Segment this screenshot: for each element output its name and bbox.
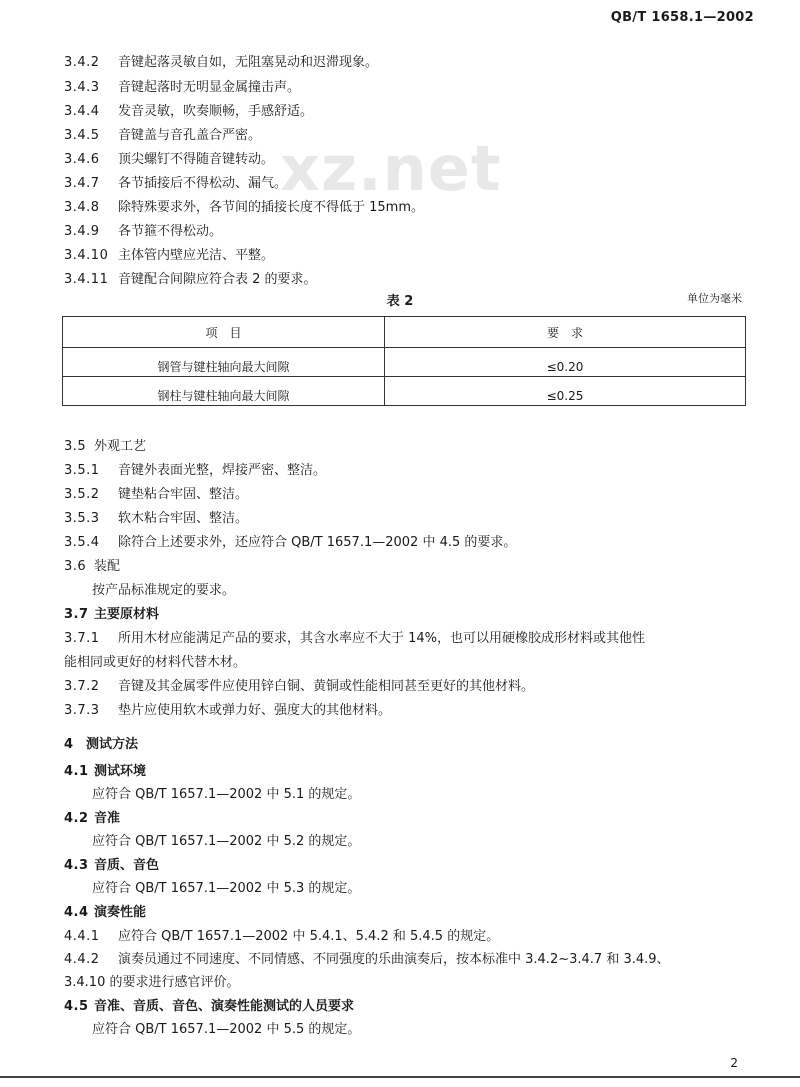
- section-4-4-heading: [64, 901, 146, 920]
- clause-3-4-3: [64, 76, 300, 95]
- clause-text: 各节插接后不得松动、漏气。: [118, 176, 288, 191]
- clause-number: 4.4.1: [64, 929, 100, 944]
- clause-text: 软木粘合牢固、整洁。: [118, 511, 249, 526]
- section-number: 4: [64, 737, 74, 752]
- table-title: 表 2: [386, 294, 414, 309]
- watermark: xz.net: [280, 132, 502, 205]
- clause-4-4-2-continuation: 3.4.10 的要求进行感官评价。: [64, 975, 240, 990]
- clause-number: 3.5.1: [64, 463, 100, 478]
- section-3-6-heading: [64, 555, 120, 574]
- section-title: 外观工艺: [94, 439, 147, 454]
- section-number: 3.5: [64, 439, 87, 454]
- clause-4-4-2: [64, 948, 670, 967]
- clause-number: 3.4.5: [64, 128, 100, 143]
- section-number: 3.7: [64, 607, 89, 622]
- table-header-row: [63, 317, 746, 348]
- section-title: 演奏性能: [94, 905, 147, 920]
- clause-number: 3.4.4: [64, 104, 100, 119]
- clause-text: 主体管内壁应光洁、平整。: [118, 248, 275, 263]
- column-header-requirement: 要 求: [385, 317, 746, 348]
- clause-text: 音键起落灵敏自如，无阻塞晃动和迟滞现象。: [118, 55, 379, 70]
- clause-text: 键垫粘合牢固、整洁。: [118, 487, 249, 502]
- section-4-1-heading: [64, 760, 146, 779]
- section-4-3-body: 应符合 QB/T 1657.1—2002 中 5.3 的规定。: [92, 881, 361, 896]
- section-number: 4.1: [64, 764, 89, 779]
- section-3-5-heading: [64, 435, 146, 454]
- clause-number: 3.4.7: [64, 176, 100, 191]
- clause-3-4-5: [64, 124, 261, 143]
- section-title: 测试方法: [86, 737, 139, 752]
- clause-text: 各节箍不得松动。: [118, 224, 223, 239]
- clause-text: 顶尖螺钉不得随音键转动。: [118, 152, 275, 167]
- clause-text: 演奏员通过不同速度、不同情感、不同强度的乐曲演奏后，按本标准中 3.4.2~3.4.7 和 3.4.9、: [118, 952, 670, 967]
- clause-3-4-2: [64, 51, 378, 70]
- clause-number: 3.4.2: [64, 55, 100, 70]
- table-row: [63, 377, 746, 406]
- clause-number: 4.4.2: [64, 952, 100, 967]
- clause-text: 音键配合间隙应符合表 2 的要求。: [118, 272, 317, 287]
- clause-text: 所用木材应能满足产品的要求，其含水率应不大于 14%，也可以用硬橡胶成形材料或其他性: [118, 631, 646, 646]
- section-4-3-heading: [64, 854, 159, 873]
- section-4-5-body: 应符合 QB/T 1657.1—2002 中 5.5 的规定。: [92, 1022, 361, 1037]
- clause-3-5-4: [64, 531, 516, 550]
- column-header-item: 项 目: [63, 317, 385, 348]
- section-number: 4.3: [64, 858, 89, 873]
- clause-number: 3.4.3: [64, 80, 100, 95]
- clause-3-4-4: [64, 100, 313, 119]
- table-cell-item: 钢管与键柱轴向最大间隙: [63, 348, 385, 377]
- clause-number: 3.5.4: [64, 535, 100, 550]
- table-unit: 单位为毫米: [687, 292, 742, 305]
- clause-3-4-9: [64, 220, 222, 239]
- section-title: 测试环境: [94, 764, 147, 779]
- clause-3-7-3: [64, 699, 391, 718]
- clause-text: 发音灵敏，吹奏顺畅，手感舒适。: [118, 104, 314, 119]
- clause-number: 3.7.2: [64, 679, 100, 694]
- section-4-5-heading: [64, 995, 354, 1014]
- bottom-rule: [0, 1076, 800, 1078]
- clause-3-4-10: [64, 244, 274, 263]
- table-cell-requirement: ≤0.25: [385, 377, 746, 406]
- clause-text: 垫片应使用软木或弹力好、强度大的其他材料。: [118, 703, 392, 718]
- clause-text: 除符合上述要求外，还应符合 QB/T 1657.1—2002 中 4.5 的要求。: [118, 535, 517, 550]
- clause-3-7-1: [64, 627, 645, 646]
- clause-3-4-7: [64, 172, 287, 191]
- clause-number: 3.4.9: [64, 224, 100, 239]
- chapter-4-heading: [64, 733, 138, 752]
- clause-number: 3.4.8: [64, 200, 100, 215]
- clause-text: 音键外表面光整，焊接严密、整洁。: [118, 463, 327, 478]
- clause-3-5-1: [64, 459, 326, 478]
- clause-4-4-1: [64, 925, 499, 944]
- section-title: 音质、音色: [94, 858, 160, 873]
- clause-3-5-3: [64, 507, 248, 526]
- clause-text: 除特殊要求外，各节间的插接长度不得低于 15mm。: [118, 200, 425, 215]
- page-number: 2: [730, 1056, 738, 1070]
- section-4-2-body: 应符合 QB/T 1657.1—2002 中 5.2 的规定。: [92, 834, 361, 849]
- section-number: 4.4: [64, 905, 89, 920]
- clause-number: 3.4.11: [64, 272, 109, 287]
- section-title: 主要原材料: [94, 607, 160, 622]
- section-3-7-heading: [64, 603, 159, 622]
- clause-number: 3.4.6: [64, 152, 100, 167]
- clause-number: 3.5.3: [64, 511, 100, 526]
- clause-text: 音键盖与音孔盖合严密。: [118, 128, 262, 143]
- section-number: 4.2: [64, 811, 89, 826]
- clause-text: 应符合 QB/T 1657.1—2002 中 5.4.1、5.4.2 和 5.4.5 的规定。: [118, 929, 500, 944]
- table-cell-item: 钢柱与键柱轴向最大间隙: [63, 377, 385, 406]
- clause-3-7-2: [64, 675, 534, 694]
- clause-3-5-2: [64, 483, 248, 502]
- section-number: 4.5: [64, 999, 89, 1014]
- clearance-table: [62, 316, 746, 406]
- section-4-1-body: 应符合 QB/T 1657.1—2002 中 5.1 的规定。: [92, 787, 361, 802]
- table-row: [63, 348, 746, 377]
- clause-3-7-1-continuation: 能相同或更好的材料代替木材。: [64, 655, 247, 670]
- clause-3-4-11: [64, 268, 317, 287]
- section-title: 音准: [94, 811, 121, 826]
- section-title: 装配: [94, 559, 121, 574]
- clause-3-4-6: [64, 148, 274, 167]
- standard-number: QB/T 1658.1—2002: [610, 10, 754, 25]
- clause-number: 3.4.10: [64, 248, 109, 263]
- clause-number: 3.5.2: [64, 487, 100, 502]
- section-title: 音准、音质、音色、演奏性能测试的人员要求: [94, 999, 355, 1014]
- clause-3-4-8: [64, 196, 424, 215]
- clause-number: 3.7.1: [64, 631, 100, 646]
- section-number: 3.6: [64, 559, 87, 574]
- clause-text: 音键起落时无明显金属撞击声。: [118, 80, 301, 95]
- table-cell-requirement: ≤0.20: [385, 348, 746, 377]
- clause-number: 3.7.3: [64, 703, 100, 718]
- section-4-2-heading: [64, 807, 120, 826]
- clause-text: 音键及其金属零件应使用锌白铜、黄铜或性能相同甚至更好的其他材料。: [118, 679, 535, 694]
- section-3-6-body: 按产品标准规定的要求。: [92, 583, 236, 598]
